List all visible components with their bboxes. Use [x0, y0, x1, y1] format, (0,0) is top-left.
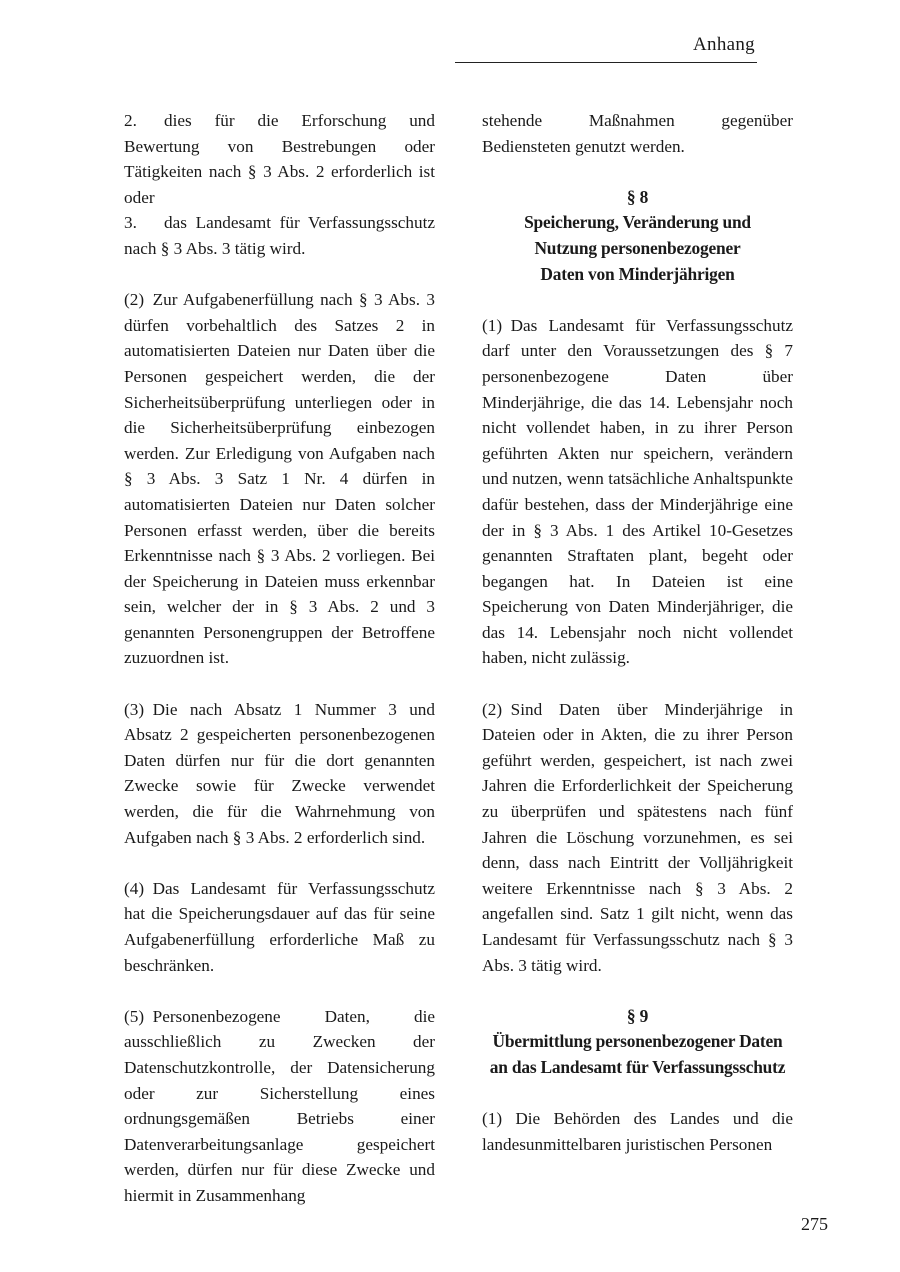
section-8-title-line: Daten von Minderjährigen	[540, 263, 735, 284]
list-item-text: das Landesamt für Verfassungsschutz nach § 3 Abs. 3 tätig wird.	[124, 213, 435, 258]
page-number: 275	[801, 1214, 828, 1234]
header-section-title: Anhang	[693, 34, 755, 55]
section-9-paragraph-1: (1) Die Behörden des Landes und die landesunmittelbaren juristischen Personen	[482, 1109, 793, 1154]
section-8-number: § 8	[626, 186, 649, 207]
section-8-paragraph-1: (1) Das Landesamt für Verfassungsschutz darf unter den Voraussetzungen des § 7 personenbezogene Daten über Minderjährige, die das 14. Lebensjahr noch nicht vollendet haben, in zu ihrer Person geführten Akten nur speichern, verändern und nutzen, wenn tatsächliche Anhaltspunkte dafür bestehen, dass der Minderjährige eine der in § 3 Abs. 1 des Artikel 10-Gesetzes genannten Straftaten plant, begeht oder begangen hat. In Dateien ist eine Speicherung von Daten Minderjähriger, die das 14. Lebensjahr noch nicht vollendet haben, nicht zulässig.	[482, 315, 793, 668]
paragraph-2: (2) Zur Aufgabenerfüllung nach § 3 Abs. 3 dürfen vorbehaltlich des Satzes 2 in automatisierten Dateien nur Daten über die Personen gespeichert werden, die der Sicherheitsüberprüfung unterliegen oder in die Sicherheitsüberprüfung einbezogen werden. Zur Erledigung von Aufgaben nach § 3 Abs. 3 Satz 1 Nr. 4 dürfen in automatisierten Dateien nur Daten solcher Personen erfasst werden, über die bereits Erkenntnisse nach § 3 Abs. 2 vorliegen. Bei der Speicherung in Dateien muss erkennbar sein, welcher der in § 3 Abs. 2 und 3 genannten Personengruppen der Betroffene zuzuordnen ist.	[124, 290, 435, 668]
paragraph-3: (3) Die nach Absatz 1 Nummer 3 und Absatz 2 gespeicherten personenbezogenen Daten dürfen nur für die dort genannten Zwecke sowie für Zwecke verwendet werden, die für die Wahrnehmung von Aufgaben nach § 3 Abs. 2 erforderlich sind.	[124, 699, 435, 847]
list-item-text: dies für die Erforschung und Bewertung von Bestrebungen oder Tätigkeiten nach § 3 Abs. 2 erforderlich ist oder	[124, 111, 435, 207]
list-item-number: 2.	[124, 111, 137, 130]
continued-paragraph: stehende Maßnahmen gegenüber Bediensteten genutzt werden.	[482, 111, 793, 156]
section-9-number: § 9	[626, 1005, 649, 1026]
section-9-title-line: Übermittlung personenbezogener Daten	[492, 1031, 783, 1052]
running-header	[455, 34, 757, 63]
section-8-title-line: Nutzung personenbezogener	[534, 237, 741, 258]
paragraph-5: (5) Personenbezogene Daten, die ausschließlich zu Zwecken der Datenschutzkontrolle, der Datensicherung oder zur Sicherstellung eines ordnungsgemäßen Betriebs einer Datenverarbeitungsanlage gespeichert werden, dürfen nur für diese Zwecke und hiermit in Zusammenhang	[124, 1006, 435, 1205]
list-item	[124, 210, 435, 261]
list-item-number: 3.	[124, 213, 137, 233]
section-9-title-line: an das Landesamt für Verfassungsschutz	[489, 1056, 786, 1077]
paragraph-4: (4) Das Landesamt für Verfassungsschutz hat die Speicherungsdauer auf das für seine Aufgabenerfüllung erforderliche Maß zu beschränken.	[124, 878, 435, 975]
section-9-heading	[482, 1004, 793, 1081]
list-item	[124, 108, 435, 210]
section-8-heading	[482, 185, 793, 287]
left-column	[124, 108, 435, 1209]
right-column	[482, 108, 793, 1157]
section-8-title-line: Speicherung, Veränderung und	[524, 212, 751, 233]
section-8-paragraph-2: (2) Sind Daten über Minderjährige in Dateien oder in Akten, die zu ihrer Person geführt werden, gespeichert, ist nach zwei Jahren die Erforderlichkeit der Speicherung zu überprüfen und spätestens nach fünf Jahren die Löschung vorzunehmen, es sei denn, dass nach Eintritt der Volljährigkeit weitere Erkenntnisse nach § 3 Abs. 2 angefallen sind. Satz 1 gilt nicht, wenn das Landesamt für Verfassungsschutz nach § 3 Abs. 3 tätig wird.	[482, 699, 793, 975]
